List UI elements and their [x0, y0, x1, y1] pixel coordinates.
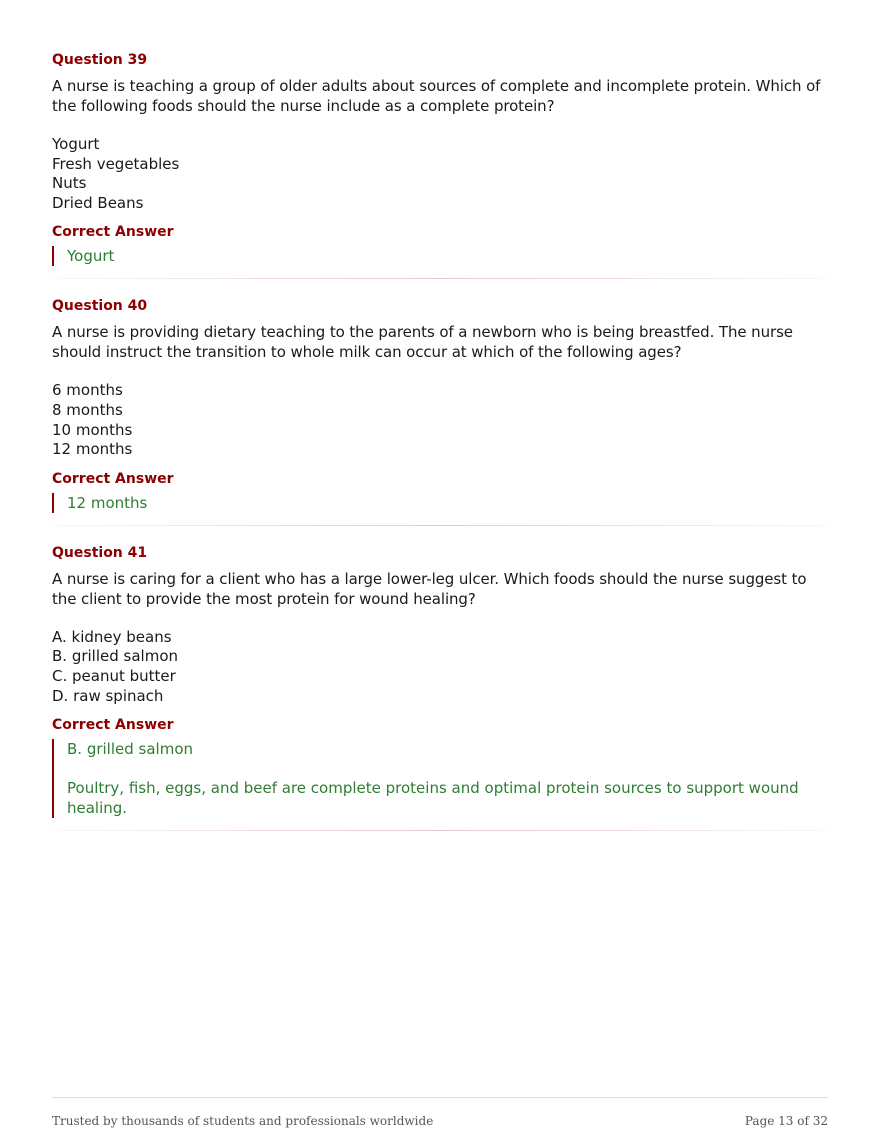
- correct-answer-heading: Correct Answer: [52, 717, 174, 734]
- question-heading: Question 41: [52, 544, 148, 561]
- correct-answer-box: [52, 246, 828, 266]
- option-list: [52, 628, 828, 706]
- option-list: [52, 381, 828, 459]
- option-item: Fresh vegetables: [52, 154, 180, 173]
- option-item: 8 months: [52, 400, 123, 419]
- option-item: 6 months: [52, 381, 123, 400]
- option-item: Dried Beans: [52, 193, 144, 212]
- question-text: A nurse is caring for a client who has a large lower-leg ulcer. Which foods should the nurse suggest to the client to provide the most protein for wound healing?: [52, 569, 807, 608]
- option-item: D. raw spinach: [52, 686, 164, 705]
- question-divider: [52, 278, 828, 279]
- option-list: [52, 135, 828, 213]
- option-item: Yogurt: [52, 135, 100, 153]
- question-39: [52, 50, 828, 279]
- correct-answer-box: [52, 493, 828, 513]
- footer-tagline: Trusted by thousands of students and professionals worldwide: [52, 1114, 434, 1128]
- option-item: A. kidney beans: [52, 627, 172, 646]
- page-number: Page 13 of 32: [744, 1114, 828, 1128]
- footer-divider: [52, 1097, 828, 1098]
- question-heading: Question 39: [52, 52, 148, 68]
- question-40: [52, 296, 828, 525]
- question-divider: [52, 830, 828, 831]
- correct-answer-box: [52, 739, 828, 818]
- question-heading: Question 40: [52, 298, 148, 315]
- option-item: 12 months: [52, 440, 133, 459]
- option-item: Nuts: [52, 174, 87, 193]
- correct-answer-text: Yogurt: [67, 247, 115, 266]
- question-text: A nurse is teaching a group of older adults about sources of complete and incomplete protein. Which of the following foods should the nurse include as a complete protein?: [52, 77, 821, 115]
- correct-answer-heading: Correct Answer: [52, 224, 174, 241]
- option-item: 10 months: [52, 420, 133, 439]
- option-item: B. grilled salmon: [52, 647, 179, 666]
- option-item: C. peanut butter: [52, 666, 176, 685]
- correct-answer-text: 12 months: [67, 493, 148, 512]
- question-page: [52, 50, 828, 831]
- question-41: [52, 543, 828, 831]
- correct-answer-heading: Correct Answer: [52, 470, 174, 487]
- question-text: A nurse is providing dietary teaching to the parents of a newborn who is being breastfed. The nurse should instruct the transition to whole milk can occur at which of the following ages?: [52, 323, 793, 362]
- correct-answer-text: B. grilled salmon: [67, 740, 194, 759]
- answer-explanation: Poultry, fish, eggs, and beef are complete proteins and optimal protein sources to support wound healing.: [67, 779, 799, 818]
- question-divider: [52, 525, 828, 526]
